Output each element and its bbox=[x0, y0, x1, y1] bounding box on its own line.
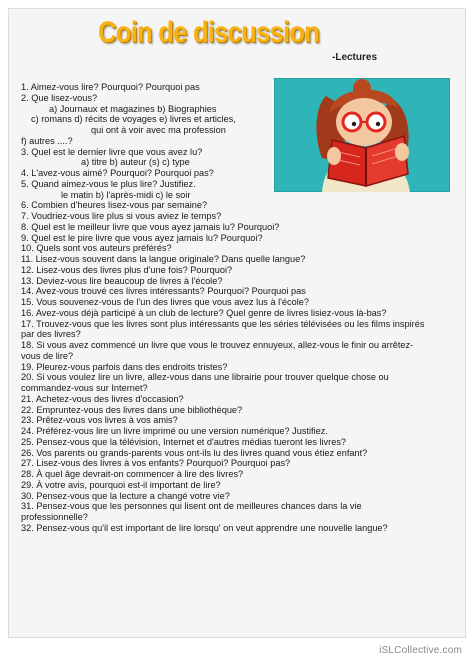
question-line: 4. L'avez-vous aimé? Pourquoi? Pourquoi pas? bbox=[21, 168, 214, 178]
question-list bbox=[21, 82, 461, 534]
question-line: 29. À votre avis, pourquoi est-il important de lire? bbox=[21, 479, 221, 490]
question-line: a) Journaux et magazines b) Biographies bbox=[49, 103, 217, 114]
question-line: 1. Aimez-vous lire? Pourquoi? Pourquoi pas bbox=[21, 82, 200, 92]
question-line: f) autres ....? bbox=[21, 135, 73, 146]
question-line: 22. Empruntez-vous des livres dans une bibliothèque? bbox=[21, 404, 243, 415]
question-line: 27. Lisez-vous des livres à vos enfants? Pourquoi? Pourquoi pas? bbox=[21, 458, 291, 469]
question-line: a) titre b) auteur (s) c) type bbox=[81, 157, 190, 168]
question-line: professionnelle? bbox=[21, 512, 88, 522]
question-line: 10. Quels sont vos auteurs préférés? bbox=[21, 243, 172, 254]
question-line: 31. Pensez-vous que les personnes qui lisent ont de meilleures chances dans la vie bbox=[21, 501, 362, 512]
question-line: vous de lire? bbox=[21, 350, 74, 361]
question-line: 2. Que lisez-vous? bbox=[21, 92, 98, 103]
question-line: 17. Trouvez-vous que les livres sont plus intéressants que les séries télévisées ou les films inspirés bbox=[21, 318, 425, 329]
question-line: 3. Quel est le dernier livre que vous avez lu? bbox=[21, 146, 203, 157]
question-line: 16. Avez-vous déjà participé à un club de lecture? Quel genre de livres lisiez-vous là-bas? bbox=[21, 307, 387, 318]
question-line: qui ont à voir avec ma profession bbox=[91, 125, 226, 135]
question-line: 26. Vos parents ou grands-parents vous ont-ils lu des livres quand vous étiez enfant? bbox=[21, 447, 368, 458]
question-line: commandez-vous sur Internet? bbox=[21, 383, 148, 393]
question-line: 25. Pensez-vous que la télévision, Internet et d'autres médias tueront les livres? bbox=[21, 436, 347, 447]
question-line: 24. Préférez-vous lire un livre imprimé ou une version numérique? Justifiez. bbox=[21, 426, 328, 436]
question-line: par des livres? bbox=[21, 329, 81, 340]
question-line: 30. Pensez-vous que la lecture a changé votre vie? bbox=[21, 490, 230, 501]
question-line: 7. Voudriez-vous lire plus si vous aviez le temps? bbox=[21, 211, 222, 221]
question-line: 13. Deviez-vous lire beaucoup de livres à l'école? bbox=[21, 275, 223, 286]
question-line: 15. Vous souvenez-vous de l'un des livres que vous avez lus à l'école? bbox=[21, 297, 309, 307]
footer-watermark: iSLCollective.com bbox=[379, 645, 462, 656]
page-title: Coin de discussion bbox=[98, 16, 320, 49]
question-line: 6. Combien d'heures lisez-vous par semaine? bbox=[21, 200, 208, 211]
question-line: 19. Pleurez-vous parfois dans des endroits tristes? bbox=[21, 361, 228, 372]
question-line: c) romans d) récits de voyages e) livres et articles, bbox=[31, 114, 236, 125]
question-line: 5. Quand aimez-vous le plus lire? Justifiez. bbox=[21, 178, 196, 189]
question-line: 21. Achetez-vous des livres d'occasion? bbox=[21, 393, 184, 404]
question-line: 12. Lisez-vous des livres plus d'une fois? Pourquoi? bbox=[21, 264, 233, 275]
question-line: 23. Prêtez-vous vos livres à vos amis? bbox=[21, 415, 178, 426]
question-line: 32. Pensez-vous qu'il est important de lire lorsqu' on veut apprendre une nouvelle langue? bbox=[21, 522, 388, 533]
question-line: 20. Si vous voulez lire un livre, allez-vous dans une librairie pour trouver quelque chose ou bbox=[21, 372, 389, 383]
question-line: 11. Lisez-vous souvent dans la langue originale? Dans quelle langue? bbox=[21, 254, 306, 264]
question-line: 9. Quel est le pire livre que vous ayez jamais lu? Pourquoi? bbox=[21, 232, 263, 243]
question-line: 8. Quel est le meilleur livre que vous ayez jamais lu? Pourquoi? bbox=[21, 221, 280, 232]
question-line: 28. À quel âge devrait-on commencer à lire des livres? bbox=[21, 469, 244, 479]
page-subtitle: -Lectures bbox=[332, 52, 378, 63]
question-line: 14. Avez-vous trouvé ces livres intéressants? Pourquoi? Pourquoi pas bbox=[21, 286, 306, 297]
question-line: 18. Si vous avez commencé un livre que vous le trouvez ennuyeux, allez-vous le finir ou arrêtez- bbox=[21, 340, 414, 350]
question-line: le matin b) l'après-midi c) le soir bbox=[61, 189, 191, 200]
